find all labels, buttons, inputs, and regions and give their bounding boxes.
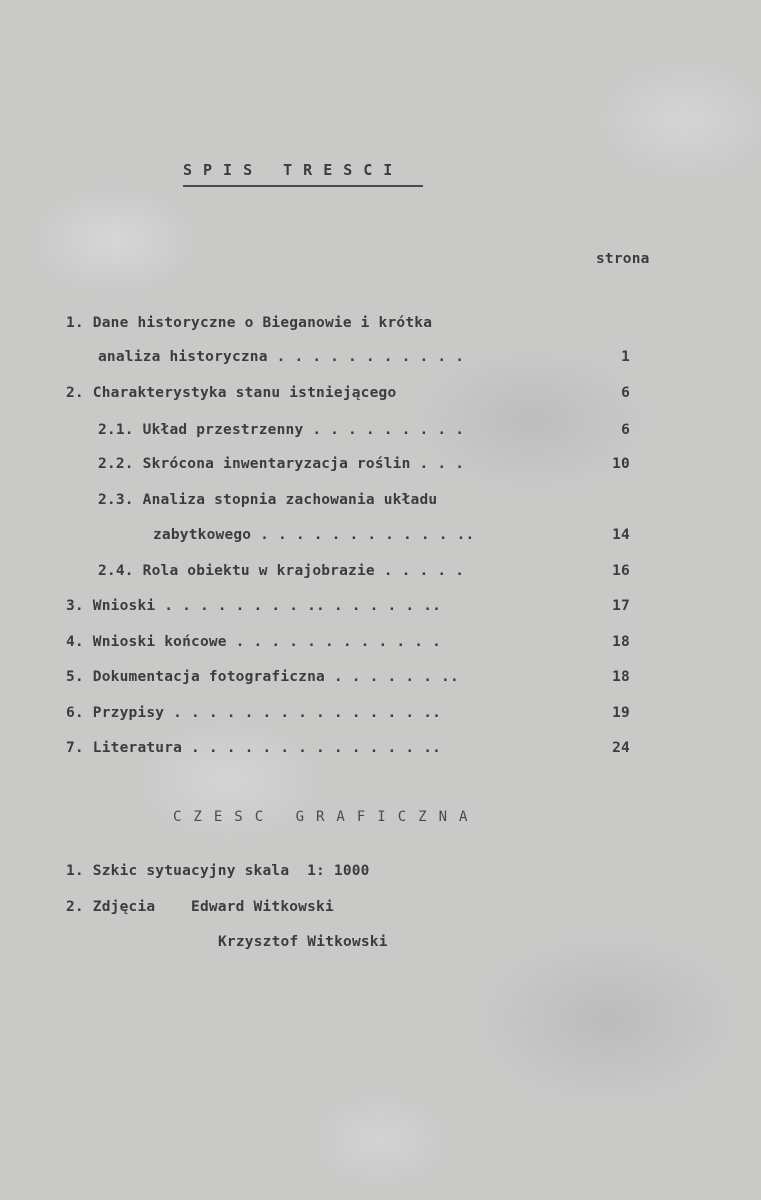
toc-entry-page: 18 <box>612 634 630 650</box>
toc-entry-text: 2. Charakterystyka stanu istniejącego <box>66 385 397 401</box>
toc-entry-text: 2.2. Skrócona inwentaryzacja roślin . . . <box>98 456 465 472</box>
page-title: SPIS TRESCI <box>183 161 404 179</box>
toc-entry-page: 19 <box>612 705 630 721</box>
toc-entry-text: 2.3. Analiza stopnia zachowania układu <box>98 492 438 508</box>
toc-entry-page: 1 <box>621 349 630 365</box>
toc-entry-text: 3. Wnioski . . . . . . . . .. . . . . . .. <box>66 598 442 614</box>
page-column-label: strona <box>596 251 650 267</box>
toc-entry-page: 18 <box>612 669 630 685</box>
toc-entry-page: 6 <box>621 385 630 401</box>
toc-entry-text: 1. Dane historyczne o Bieganowie i krótka <box>66 315 433 331</box>
toc-entry-text: 5. Dokumentacja fotograficzna . . . . . . .. <box>66 669 459 685</box>
toc-entry-page: 6 <box>621 422 630 438</box>
toc-entry-text: 2.4. Rola obiektu w krajobrazie . . . . . <box>98 563 465 579</box>
toc-entry-text: 6. Przypisy . . . . . . . . . . . . . . .. <box>66 705 442 721</box>
graphic-part-item: 1. Szkic sytuacyjny skala 1: 1000 <box>66 863 370 879</box>
toc-entry-page: 10 <box>612 456 630 472</box>
graphic-part-item: 2. Zdjęcia Edward Witkowski <box>66 899 334 915</box>
toc-entry-text: 7. Literatura . . . . . . . . . . . . . .. <box>66 740 442 756</box>
graphic-part-heading: CZESC GRAFICZNA <box>173 809 480 825</box>
graphic-part-item: Krzysztof Witkowski <box>218 934 388 950</box>
title-underline <box>183 185 423 187</box>
toc-entry-text: 4. Wnioski końcowe . . . . . . . . . . . . <box>66 634 442 650</box>
toc-entry-page: 16 <box>612 563 630 579</box>
toc-entry-page: 14 <box>612 527 630 543</box>
toc-entry-page: 24 <box>612 740 630 756</box>
toc-entry-text: analiza historyczna . . . . . . . . . . . <box>98 349 465 365</box>
toc-entry-text: 2.1. Układ przestrzenny . . . . . . . . . <box>98 422 465 438</box>
toc-entry-page: 17 <box>612 598 630 614</box>
toc-entry-text: zabytkowego . . . . . . . . . . . .. <box>153 527 475 543</box>
